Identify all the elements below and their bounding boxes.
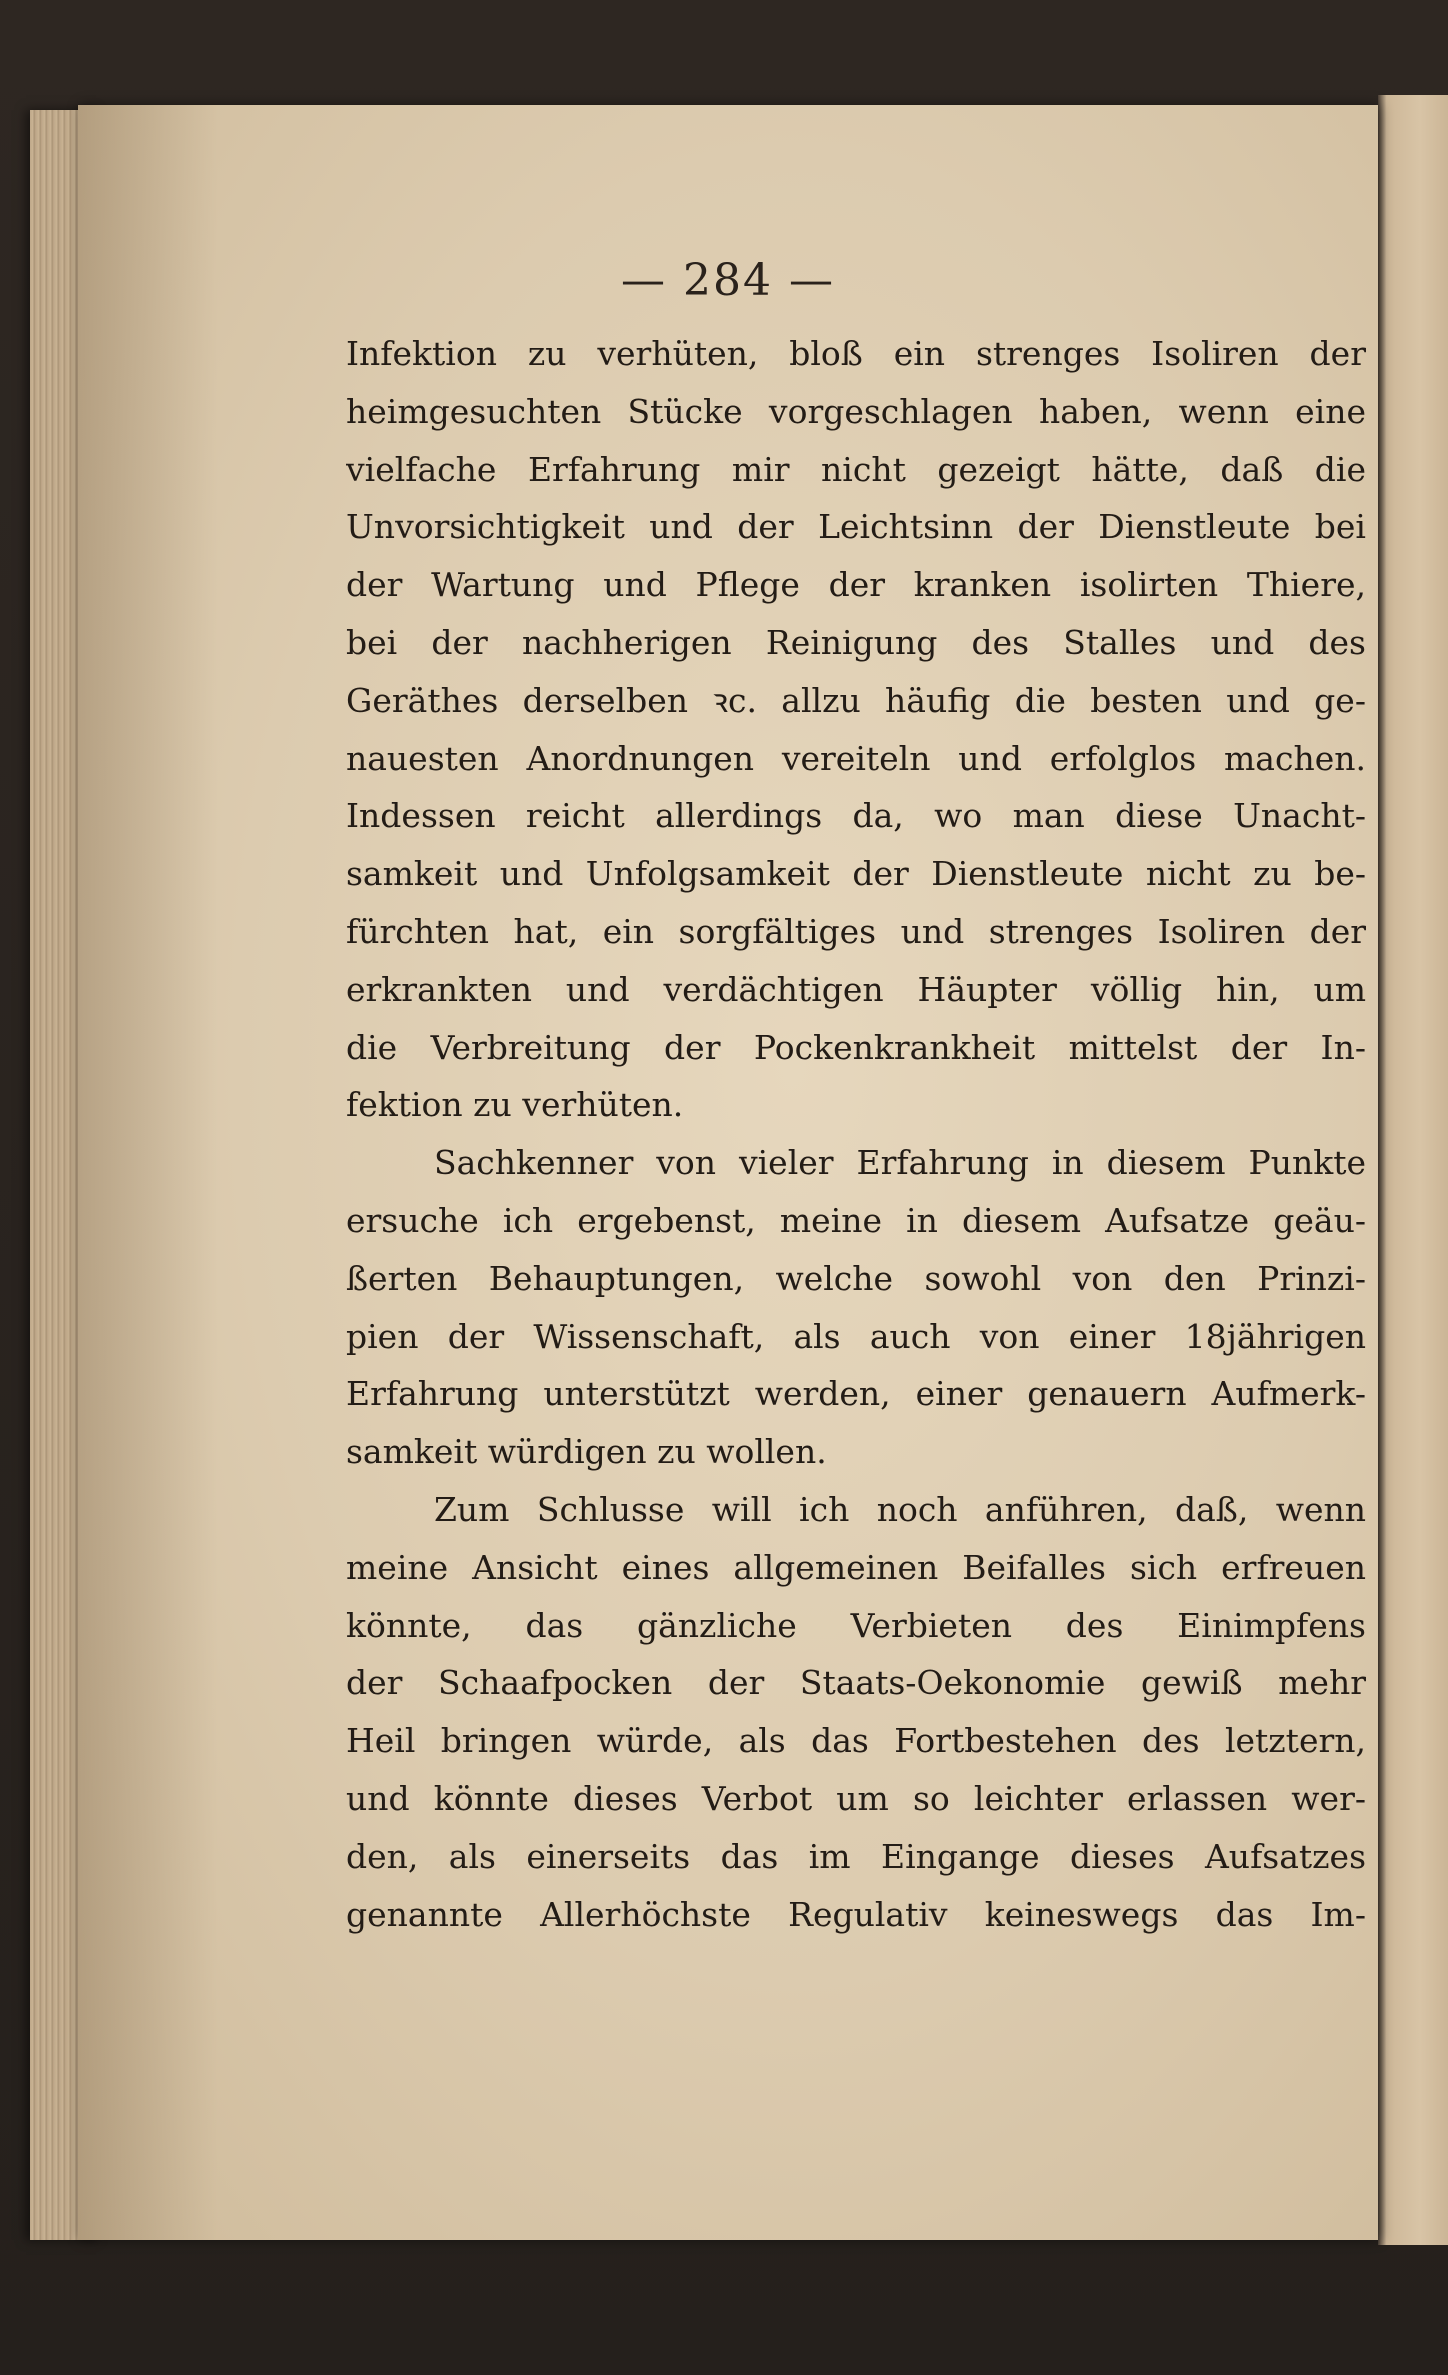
text-line: Infektion zu verhüten, bloß ein strenges Isoliren der (346, 334, 1366, 373)
text-line: Indessen reicht allerdings da, wo man diese Unacht- (346, 796, 1366, 836)
text-line: nauesten Anordnungen vereiteln und erfolglos machen. (346, 738, 1366, 778)
text-line: Heil bringen würde, als das Fortbestehen des letztern, (346, 1721, 1366, 1761)
text-line: und könnte dieses Verbot um so leichter erlassen wer- (346, 1778, 1366, 1818)
text-line: Geräthes derselben ꝛc. allzu häufig die besten und ge- (346, 680, 1366, 720)
book-page (78, 105, 1378, 2240)
paragraph-3 (346, 1481, 1366, 1943)
text-line: heimgesuchten Stücke vorgeschlagen haben, wenn eine (346, 391, 1366, 431)
text-line: samkeit würdigen zu wollen. (346, 1432, 827, 1472)
text-line: Unvorsichtigkeit und der Leichtsinn der Dienstleute bei (346, 507, 1366, 547)
text-line: fektion zu verhüten. (346, 1085, 684, 1125)
text-line: den, als einerseits das im Eingange dieses Aufsatzes (346, 1836, 1366, 1876)
text-line: pien der Wissenschaft, als auch von einer 18jährigen (346, 1316, 1366, 1356)
text-line: ersuche ich ergebenst, meine in diesem Aufsatze geäu- (346, 1200, 1366, 1240)
text-line: der Wartung und Pflege der kranken isolirten Thiere, (346, 565, 1366, 605)
text-line: Sachkenner von vieler Erfahrung in diesem Punkte (434, 1143, 1366, 1183)
text-line: Zum Schlusse will ich noch anführen, daß, wenn (434, 1489, 1366, 1529)
text-line: könnte, das gänzliche Verbieten des Einimpfens (346, 1605, 1366, 1645)
text-line: meine Ansicht eines allgemeinen Beifalles sich erfreuen (346, 1547, 1366, 1587)
facing-page-edge (1378, 95, 1448, 2245)
text-line: die Verbreitung der Pockenkrankheit mittelst der In- (346, 1027, 1366, 1067)
text-line: vielfache Erfahrung mir nicht gezeigt hätte, daß die (346, 449, 1366, 489)
text-line: erkrankten und verdächtigen Häupter völlig hin, um (346, 969, 1366, 1009)
text-line: samkeit und Unfolgsamkeit der Dienstleute nicht zu be- (346, 854, 1366, 894)
page-number: — 284 — (621, 255, 835, 306)
text-line: genannte Allerhöchste Regulativ keineswegs das Im- (346, 1894, 1366, 1934)
text-line: ßerten Behauptungen, welche sowohl von den Prinzi- (346, 1258, 1366, 1298)
text-line: fürchten hat, ein sorgfältiges und strenges Isoliren der (346, 911, 1366, 951)
text-line: Erfahrung unterstützt werden, einer genauern Aufmerk- (346, 1374, 1366, 1414)
paragraph-1 (346, 325, 1366, 1134)
text-line: der Schaafpocken der Staats-Oekonomie gewiß mehr (346, 1663, 1366, 1703)
paragraph-2 (346, 1134, 1366, 1481)
text-line: bei der nachherigen Reinigung des Stalles und des (346, 622, 1366, 662)
body-text (346, 325, 1366, 1943)
